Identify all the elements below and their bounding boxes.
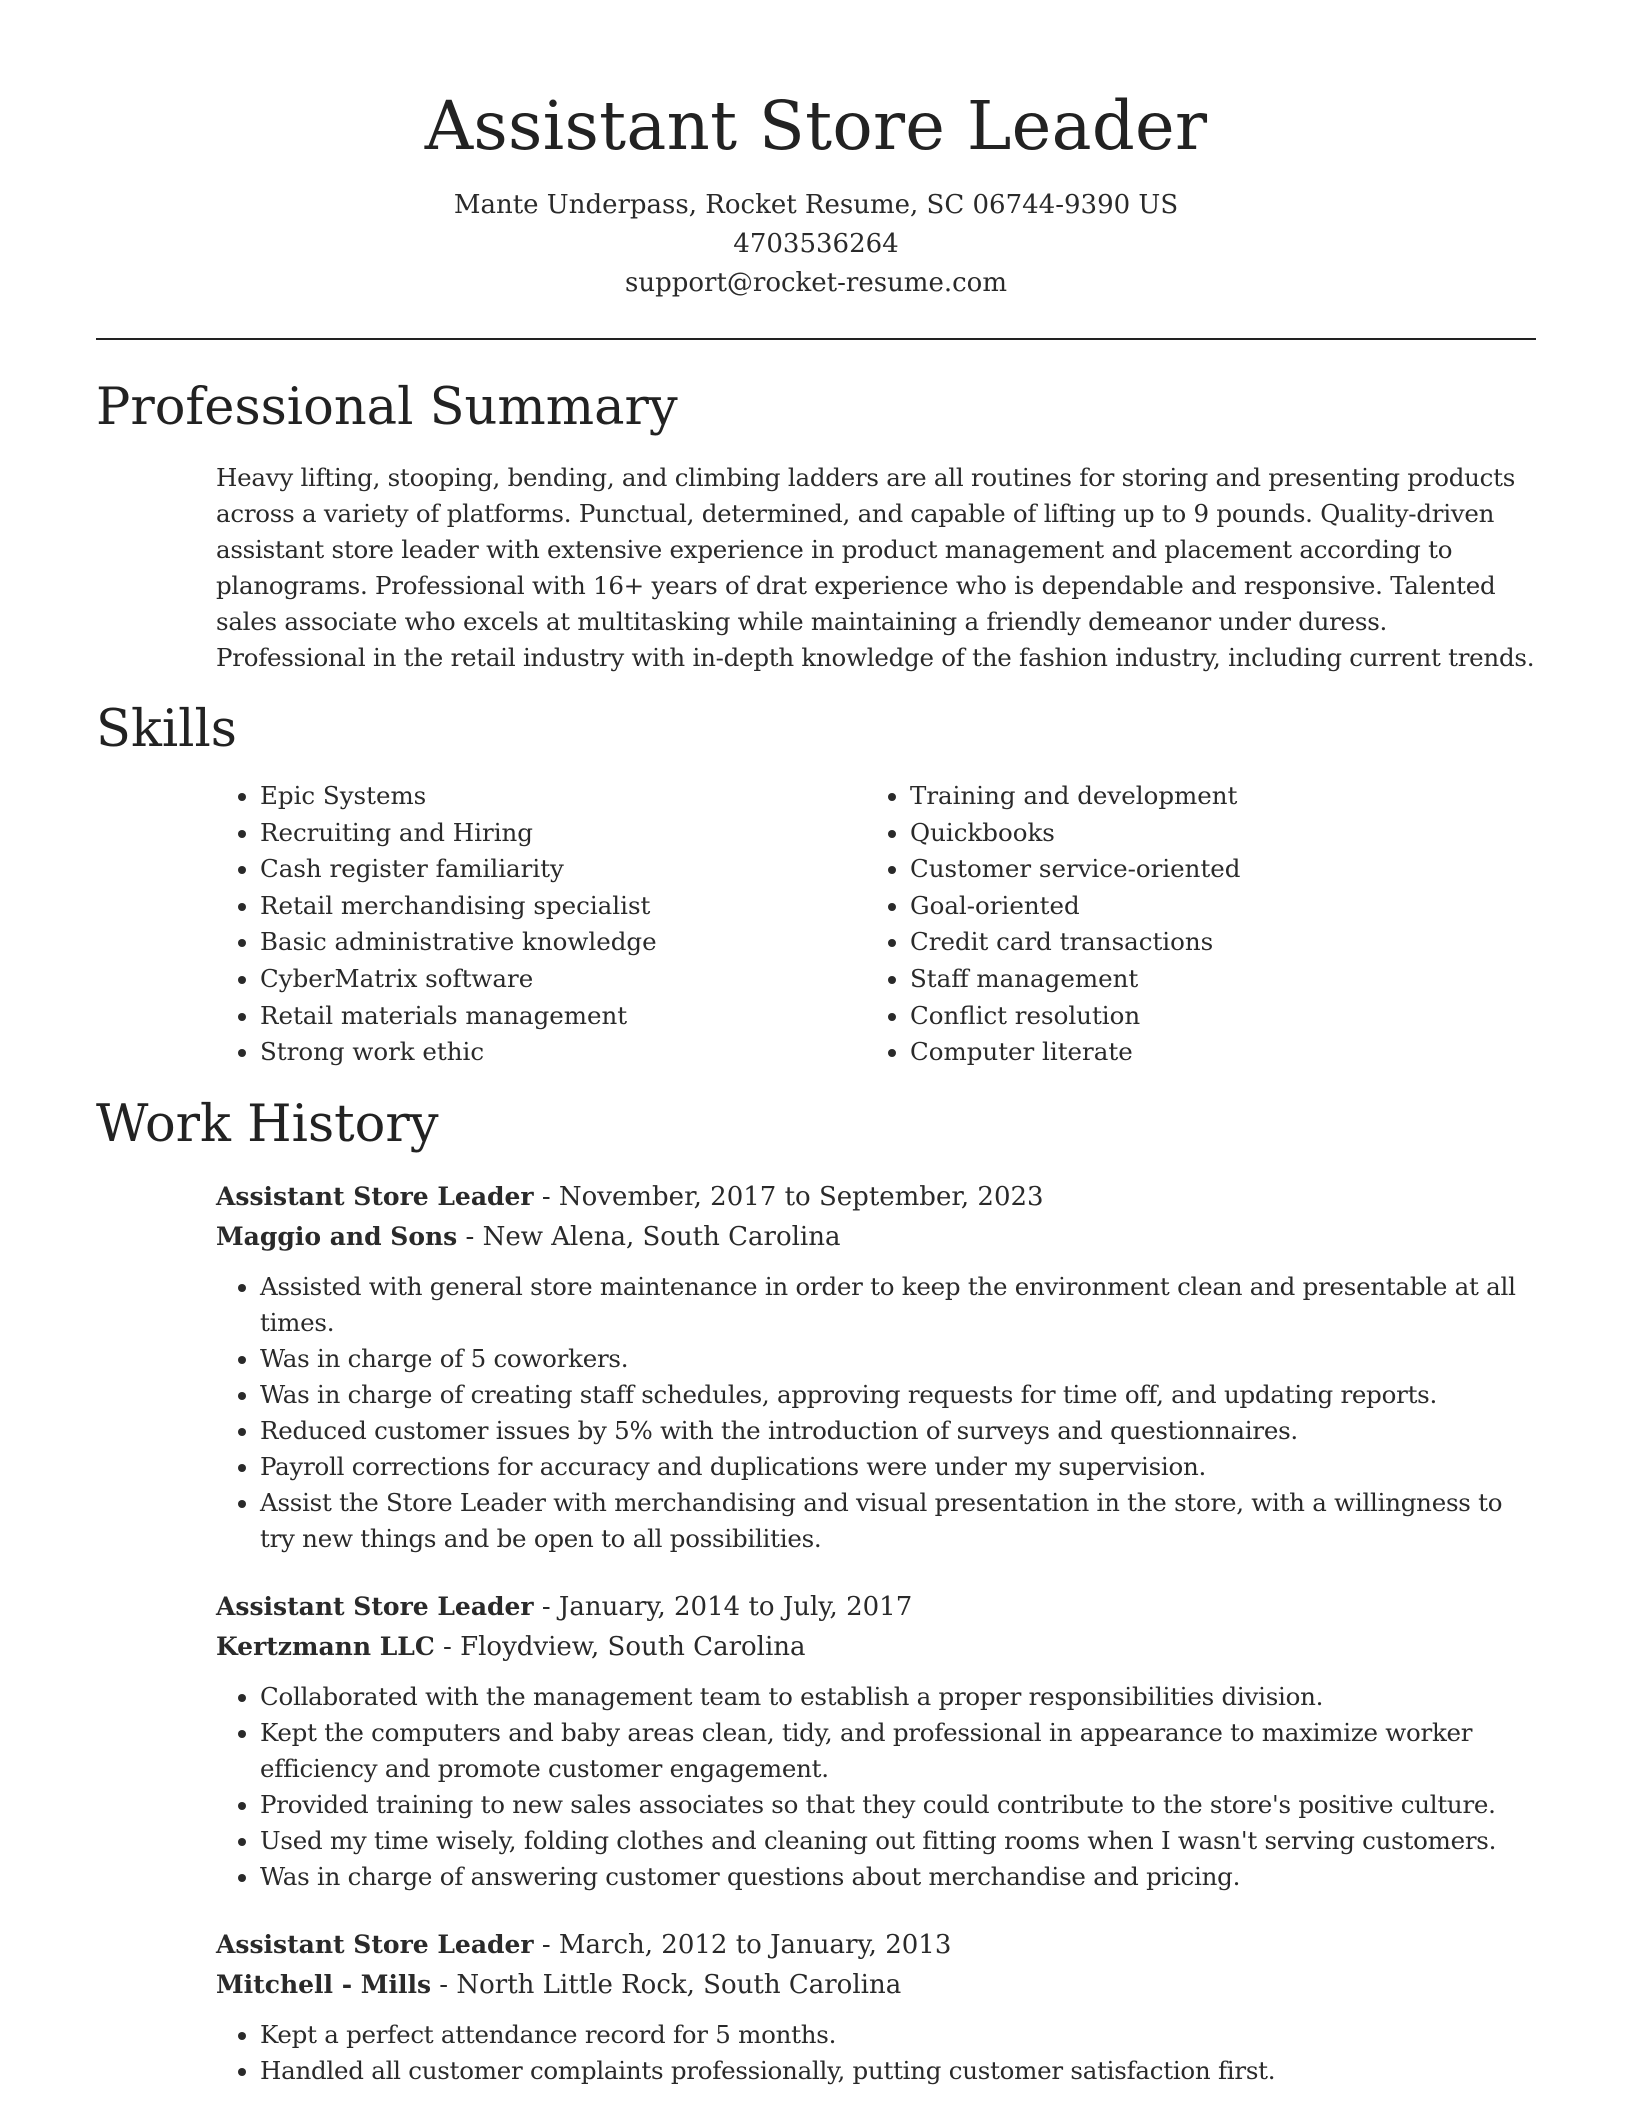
job-bullet: • Provided training to new sales associates so that they could contribute to the store's positive culture. <box>260 1787 1536 1823</box>
skill-item: • Goal-oriented <box>910 888 1516 925</box>
skill-item: • CyberMatrix software <box>260 961 866 998</box>
job-role: Assistant Store Leader <box>216 1181 534 1211</box>
job-bullet: • Handled all customer complaints professionally, putting customer satisfaction first. <box>260 2053 1536 2089</box>
job-location: - Floydview, South Carolina <box>434 1631 806 1662</box>
job-location: - North Little Rock, South Carolina <box>431 1969 902 2000</box>
job-bullet: • Assisted with general store maintenance in order to keep the environment clean and presentable at all times. <box>260 1269 1536 1341</box>
job-bullet: • Was in charge of answering customer questions about merchandise and pricing. <box>260 1859 1536 1895</box>
job-company-line <box>216 1217 1536 1257</box>
skills-list <box>216 778 1536 1071</box>
contact-email: support@rocket-resume.com <box>624 268 1007 298</box>
skill-item: • Credit card transactions <box>910 924 1516 961</box>
skill-item: • Cash register familiarity <box>260 851 866 888</box>
job-company-line <box>216 1627 1536 1667</box>
job-role-line <box>216 1177 1536 1217</box>
job-entry <box>216 1177 1536 1557</box>
contact-phone: 4703536264 <box>733 229 899 259</box>
job-entry <box>216 1587 1536 1895</box>
job-dates: - November, 2017 to September, 2023 <box>533 1181 1044 1212</box>
job-dates: - March, 2012 to January, 2013 <box>533 1929 952 1960</box>
skills-column-right <box>866 778 1516 1071</box>
skills-heading: Skills <box>96 700 237 759</box>
job-bullet: • Payroll corrections for accuracy and duplications were under my supervision. <box>260 1449 1536 1485</box>
job-company-line <box>216 1965 1536 2005</box>
resume-page <box>96 0 1536 2089</box>
summary-text: Heavy lifting, stooping, bending, and climbing ladders are all routines for storing and presenting products across a variety of platforms. Punctual, determined, and capable of lifting up to 9 pounds. Quality-driven assistant store leader with extensive experience in product management and placement according to planograms. Professional with 16+ years of drat experience who is dependable and responsive. Talented sales associate who excels at multitasking while maintaining a friendly demeanor under duress. Professional in the retail industry with in-depth knowledge of the fashion industry, including current trends. <box>216 463 1535 672</box>
skill-item: • Recruiting and Hiring <box>260 815 866 852</box>
job-bullets <box>216 2017 1536 2089</box>
job-bullets <box>216 1269 1536 1557</box>
job-dates: - January, 2014 to July, 2017 <box>533 1591 913 1622</box>
job-company: Kertzmann LLC <box>216 1631 435 1661</box>
resume-title: Assistant Store Leader <box>424 87 1208 165</box>
contact-address: Mante Underpass, Rocket Resume, SC 06744-9390 US <box>453 190 1179 220</box>
job-bullet: • Used my time wisely, folding clothes and cleaning out fitting rooms when I wasn't serving customers. <box>260 1823 1536 1859</box>
skill-item: • Retail materials management <box>260 998 866 1035</box>
skills-column-left <box>216 778 866 1071</box>
job-bullet: • Collaborated with the management team to establish a proper responsibilities division. <box>260 1679 1536 1715</box>
job-bullets <box>216 1679 1536 1895</box>
header-divider <box>96 338 1536 340</box>
skill-item: • Conflict resolution <box>910 998 1516 1035</box>
skill-item: • Training and development <box>910 778 1516 815</box>
job-bullet: • Was in charge of creating staff schedules, approving requests for time off, and updating reports. <box>260 1377 1536 1413</box>
skill-item: • Quickbooks <box>910 815 1516 852</box>
skill-item: • Computer literate <box>910 1034 1516 1071</box>
job-bullet: • Kept a perfect attendance record for 5 months. <box>260 2017 1536 2053</box>
skill-item: • Basic administrative knowledge <box>260 924 866 961</box>
contact-block <box>96 186 1536 303</box>
skill-item: • Strong work ethic <box>260 1034 866 1071</box>
job-bullet: • Kept the computers and baby areas clean, tidy, and professional in appearance to maximize worker efficiency and promote customer engagement. <box>260 1715 1536 1787</box>
summary-heading: Professional Summary <box>96 378 678 437</box>
job-bullet: • Reduced customer issues by 5% with the introduction of surveys and questionnaires. <box>260 1413 1536 1449</box>
job-role: Assistant Store Leader <box>216 1591 534 1621</box>
skill-item: • Retail merchandising specialist <box>260 888 866 925</box>
job-company: Maggio and Sons <box>216 1221 458 1251</box>
skill-item: • Staff management <box>910 961 1516 998</box>
job-entry <box>216 1925 1536 2089</box>
job-bullet: • Was in charge of 5 coworkers. <box>260 1341 1536 1377</box>
skill-item: • Customer service-oriented <box>910 851 1516 888</box>
job-role: Assistant Store Leader <box>216 1929 534 1959</box>
job-bullet: • Assist the Store Leader with merchandising and visual presentation in the store, with a willingness to try new things and be open to all possibilities. <box>260 1485 1536 1557</box>
work-history-heading: Work History <box>96 1094 439 1154</box>
skill-item: • Epic Systems <box>260 778 866 815</box>
job-role-line <box>216 1925 1536 1965</box>
job-location: - New Alena, South Carolina <box>457 1221 841 1252</box>
job-company: Mitchell - Mills <box>216 1969 432 1999</box>
job-role-line <box>216 1587 1536 1627</box>
